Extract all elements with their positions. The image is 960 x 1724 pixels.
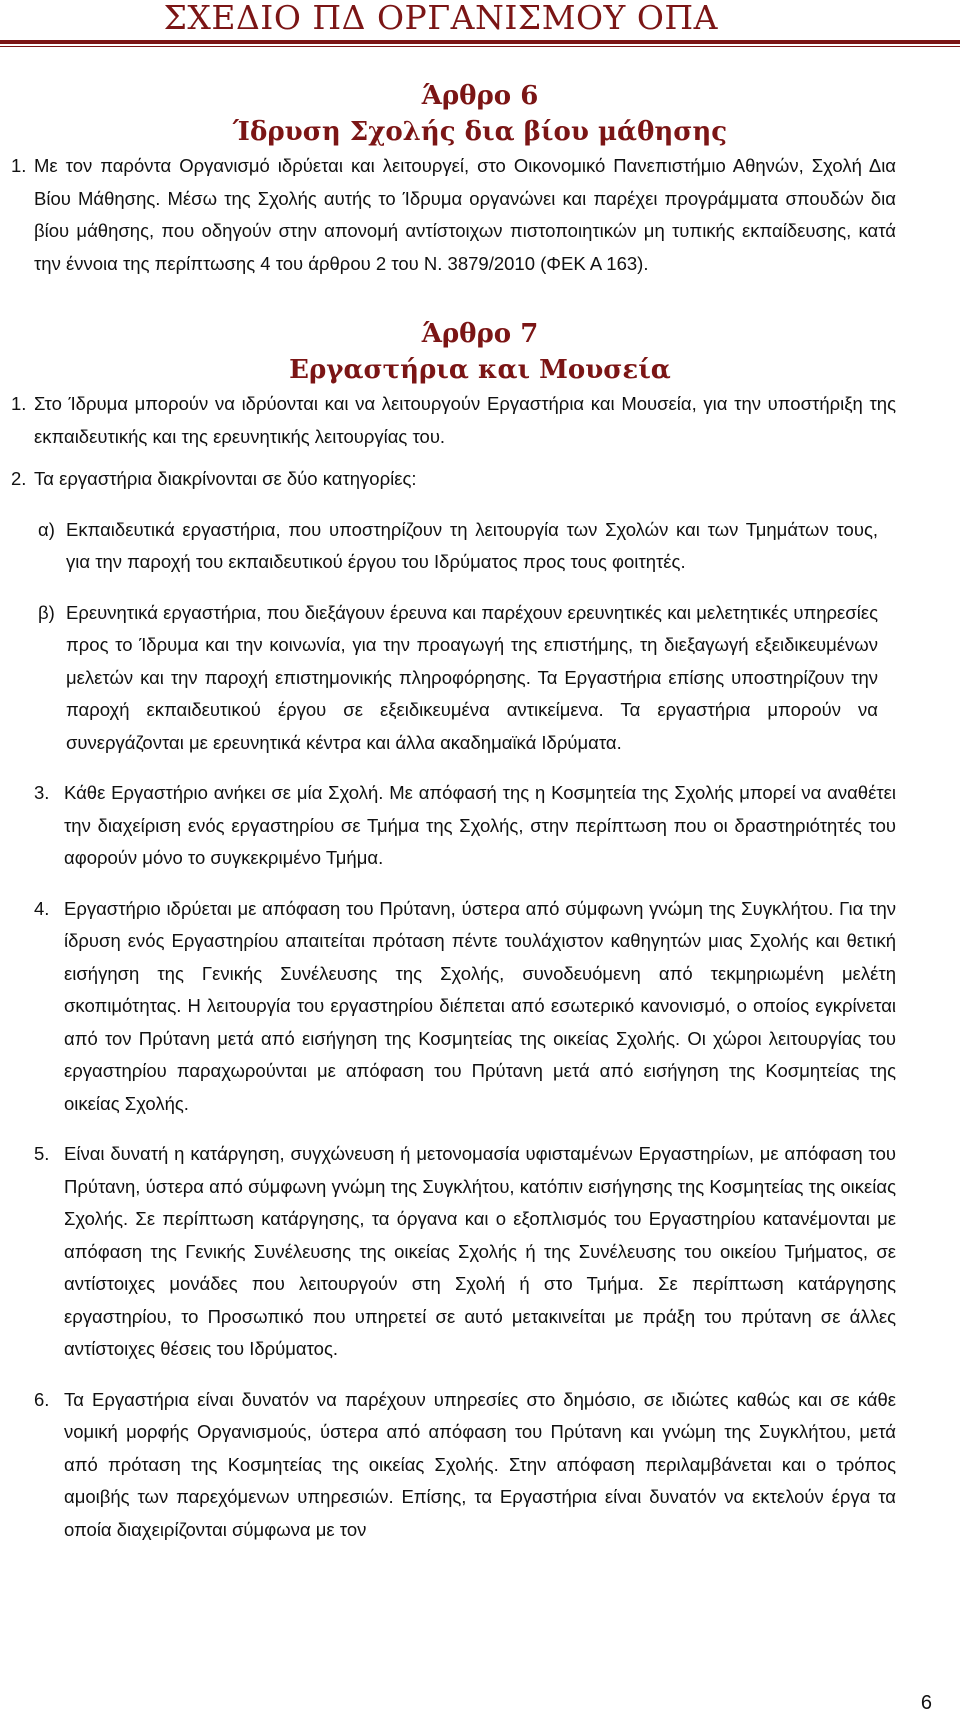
article-6-number: Άρθρο 6 [421,81,539,111]
paragraph-text: Με τον παρόντα Οργανισμό ιδρύεται και λειτουργεί, στο Οικονομικό Πανεπιστήμιο Αθηνών, Σχολή Δια Βίου Μάθησης. Μέσω της Σχολής αυτής το Ίδρυμα οργανώνει και παρέχει προγράμματα σπουδών δια βίου μάθησης, που οδηγούν στην απονομή αντίστοιχων πιστοποιητικών μη τυπικής εκπαίδευσης, κατά την έννοια της περίπτωσης 4 του άρθρου 2 του Ν. 3879/2010 (ΦΕΚ Α 163). [34,155,896,274]
paragraph-text: Κάθε Εργαστήριο ανήκει σε μία Σχολή. Με απόφασή της η Κοσμητεία της Σχολής μπορεί να αναθέτει την διαχείριση ενός εργαστηρίου σε Τμήμα της Σχολής, στην περίπτωση που οι δραστηριότητές του αφορούν μόνο το συγκεκριμένο Τμήμα. [64,782,896,868]
subitem-text: Εκπαιδευτικά εργαστήρια, που υποστηρίζουν τη λειτουργία των Σχολών και των Τμημάτων τους, για την παροχή του εκπαιδευτικού έργου του Ιδρύματος προς τους φοιτητές. [66,518,878,572]
paragraph-number: 2. [11,468,27,489]
subitem-label: α) [38,518,55,540]
paragraph-number: 1. [11,155,27,176]
page-number: 6 [920,1692,932,1714]
article-7-heading [0,316,960,388]
subitem-a [38,514,878,579]
article-6-paragraph-1 [11,150,896,280]
subitem-b [38,597,878,760]
paragraph-number: 1. [11,393,27,414]
paragraph-number: 3. [34,782,50,803]
article-6-title: Ίδρυση Σχολής δια βίου μάθησης [232,117,728,147]
paragraph-number: 6. [34,1388,50,1410]
article-7-title: Εργαστήρια και Μουσεία [289,355,671,385]
article-6-heading [0,78,960,150]
article-7-number: Άρθρο 7 [421,319,539,349]
subitem-label: β) [38,601,55,623]
paragraph-text: Εργαστήριο ιδρύεται με απόφαση του Πρύτανη, ύστερα από σύμφωνη γνώμη της Συγκλήτου. Για την ίδρυση ενός Εργαστηρίου απαιτείται πρόταση πέντε τουλάχιστον καθηγητών μιας Σχολής και θετική εισήγηση της Γενικής Συνέλευσης της Σχολής, συνοδευόμενη από τεκμηριωμένη μελέτη σκοπιμότητας. Η λειτουργία του εργαστηρίου διέπεται από εσωτερικό κανονισμό, ο οποίος εγκρίνεται από τον Πρύτανη μετά από εισήγηση της Κοσμητείας της οικείας Σχολής. Οι χώροι λειτουργίας του εργαστηρίου παραχωρούνται με απόφαση του Πρύτανη μετά από εισήγηση της Κοσμητείας της οικείας Σχολής. [64,897,896,1114]
article-7-paragraph-1 [11,388,896,453]
header-rule-thin [0,46,960,47]
document-body [0,78,960,1546]
header-rule [0,40,960,44]
paragraph-number: 4. [34,897,50,919]
paragraph-text: Τα εργαστήρια διακρίνονται σε δύο κατηγορίες: [34,468,417,489]
article-7-paragraph-2 [11,463,896,496]
paragraph-number: 5. [34,1143,50,1164]
paragraph-text: Είναι δυνατή η κατάργηση, συγχώνευση ή μετονομασία υφισταμένων Εργαστηρίων, με απόφαση του Πρύτανη, ύστερα από σύμφωνη γνώμη της Συγκλήτου, κατόπιν εισήγησης της Κοσμητείας της οικείας Σχολής. Σε περίπτωση κατάργησης, τα όργανα και ο εξοπλισμός του Εργαστηρίου κατανέμονται με απόφαση της Γενικής Συνέλευσης της οικείας Σχολής ή της Συνέλευσης του οικείου Τμήματος, σε αντίστοιχες μονάδες που λειτουργούν στη Σχολή ή στο Τμήμα. Σε περίπτωση κατάργησης εργαστηρίου, το Προσωπικό που υπηρετεί σε αυτό μετακινείται με πράξη του πρύτανη σε άλλες αντίστοιχες θέσεις του Ιδρύματος. [64,1143,896,1359]
paragraph-text: Στο Ίδρυμα μπορούν να ιδρύονται και να λειτουργούν Εργαστήρια και Μουσεία, για την υποστήριξη της εκπαιδευτικής και της ερευνητικής λειτουργίας του. [34,393,896,447]
article-7-paragraph-3 [34,777,896,875]
subitem-text: Ερευνητικά εργαστήρια, που διεξάγουν έρευνα και παρέχουν ερευνητικές και μελετητικές υπηρεσίες προς το Ίδρυμα και την κοινωνία, για την προαγωγή της επιστήμης, τη διεξαγωγή εξειδικευμένων μελετών και την παροχή επιστημονικής πληροφόρησης. Τα Εργαστήρια επίσης υποστηρίζουν την παροχή εκπαιδευτικού έργου σε εξειδικευμένα αντικείμενα. Τα εργαστήρια μπορούν να συνεργάζονται με ερευνητικά κέντρα και άλλα ακαδημαϊκά Ιδρύματα. [66,601,878,753]
paragraph-text: Τα Εργαστήρια είναι δυνατόν να παρέχουν υπηρεσίες στο δημόσιο, σε ιδιώτες καθώς και σε κάθε νομική μορφής Οργανισμούς, ύστερα από απόφαση του Πρύτανη και γνώμη της Συγκλήτου, μετά από πρόταση της Κοσμητείας της οικείας Σχολής. Στην απόφαση περιλαμβάνεται και ο τρόπος αμοιβής των παρεχόμενων υπηρεσιών. Επίσης, τα Εργαστήρια είναι δυνατόν να εκτελούν έργα τα οποία διαχειρίζονται σύμφωνα με τον [64,1388,896,1540]
article-7-paragraph-6 [34,1384,896,1547]
header-title: ΣΧΕΔΙΟ ΠΔ ΟΡΓΑΝΙΣΜΟΥ ΟΠΑ [163,0,718,37]
article-7-paragraph-5 [34,1138,896,1366]
article-7-paragraph-4 [34,893,896,1121]
